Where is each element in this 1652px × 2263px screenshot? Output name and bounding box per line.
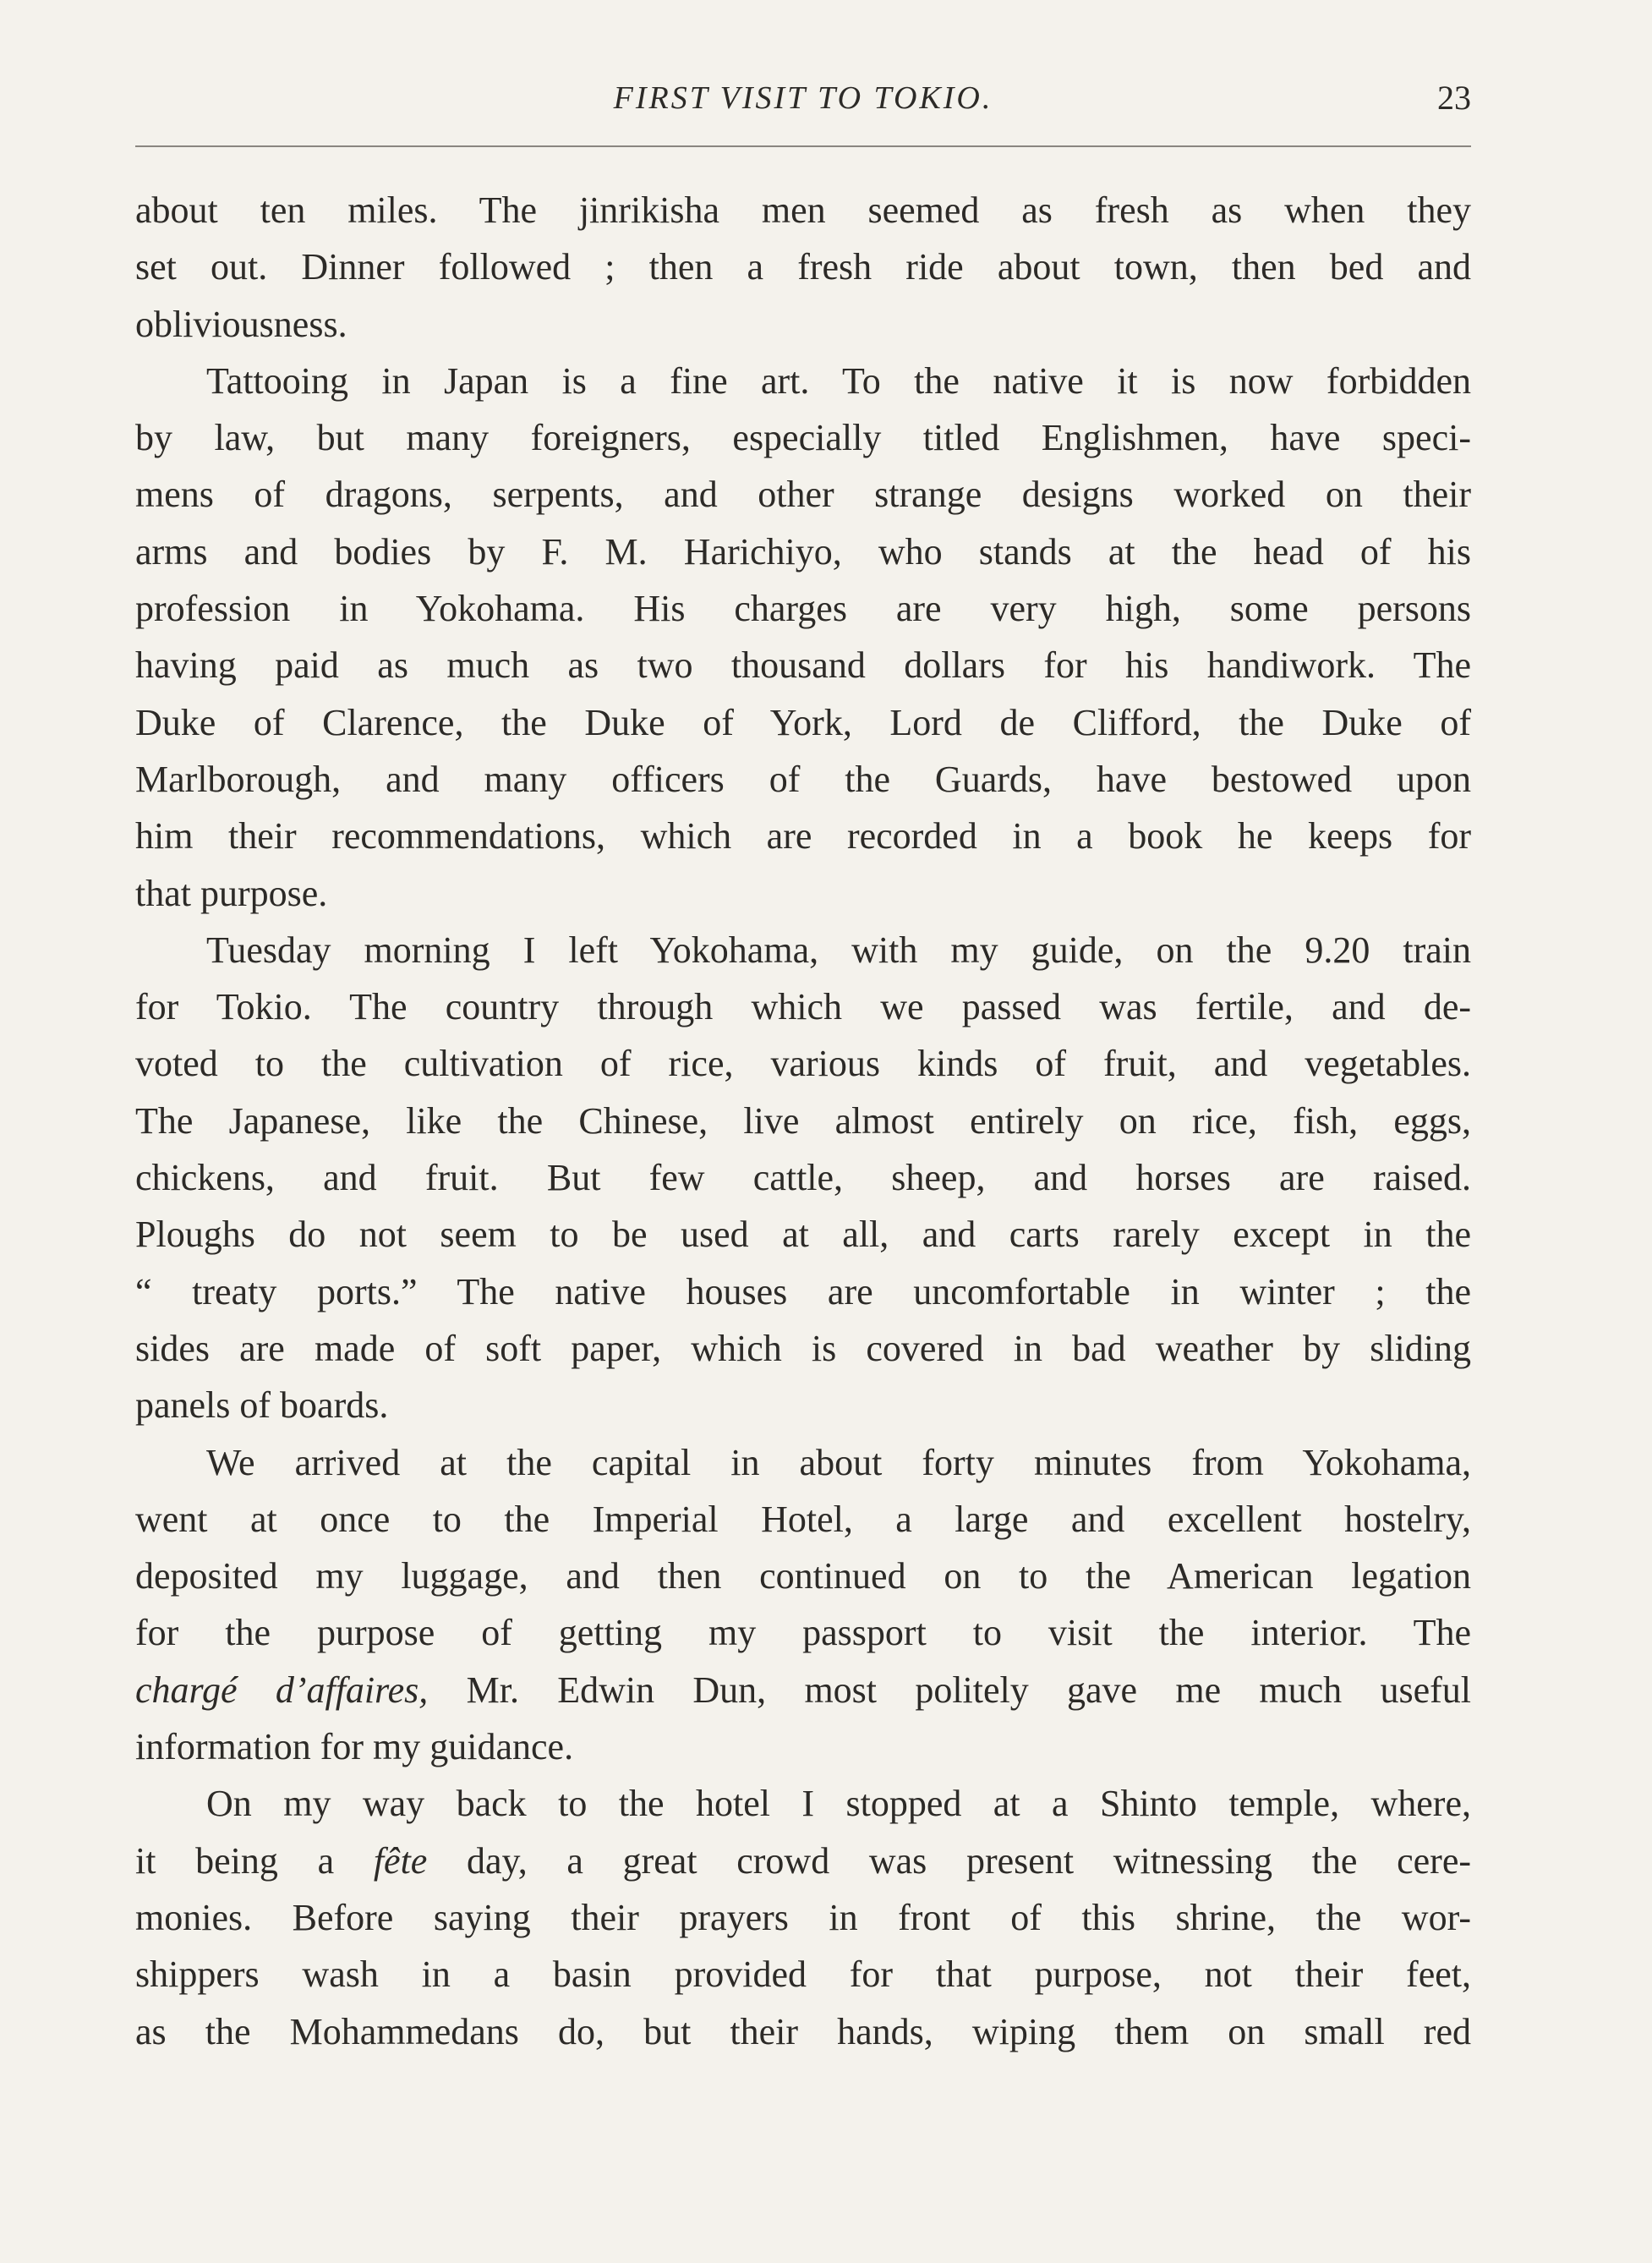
running-head — [135, 74, 1471, 122]
paragraph-first-line: Tuesday morning I left Yokohama, with my guide, on the 9.20 train — [206, 929, 1471, 971]
text-line: him their recommendations, which are recorded in a book he keeps for — [135, 815, 1471, 858]
text-line: panels of boards. — [135, 1384, 389, 1427]
text-line: having paid as much as two thousand dollars for his handiwork. The — [135, 644, 1471, 687]
text-line: chickens, and fruit. But few cattle, sheep, and horses are raised. — [135, 1157, 1471, 1199]
text-line: monies. Before saying their prayers in front of this shrine, the wor- — [135, 1896, 1471, 1938]
text-line: as the Mohammedans do, but their hands, wiping them on small red — [135, 2010, 1471, 2052]
body-text — [135, 182, 1471, 2060]
paragraph-first-line: On my way back to the hotel I stopped at a Shinto temple, where, — [206, 1783, 1471, 1825]
text-line: Duke of Clarence, the Duke of York, Lord de Clifford, the Duke of — [135, 701, 1471, 743]
text-line: voted to the cultivation of rice, various kinds of fruit, and vegetables. — [135, 1043, 1471, 1085]
text-line: set out. Dinner followed ; then a fresh ride about town, then bed and — [135, 246, 1471, 288]
text-line: profession in Yokohama. His charges are very high, some persons — [135, 588, 1471, 630]
text-line: went at once to the Imperial Hotel, a large and excellent hostelry, — [135, 1498, 1471, 1540]
text-line: Ploughs do not seem to be used at all, and carts rarely except in the — [135, 1214, 1471, 1256]
text-line: that purpose. — [135, 872, 328, 914]
text-line: for Tokio. The country through which we passed was fertile, and de- — [135, 986, 1471, 1028]
text-line: mens of dragons, serpents, and other strange designs worked on their — [135, 474, 1471, 516]
paragraph-first-line: Tattooing in Japan is a fine art. To the native it is now forbidden — [206, 359, 1471, 402]
text-line: deposited my luggage, and then continued on to the American legation — [135, 1555, 1471, 1597]
text-line: about ten miles. The jinrikisha men seemed as fresh as when they — [135, 189, 1471, 231]
text-line: arms and bodies by F. M. Harichiyo, who stands at the head of his — [135, 530, 1471, 573]
italic-phrase: chargé d’affaires, — [135, 1668, 429, 1711]
italic-phrase: fête — [373, 1839, 428, 1882]
running-title: FIRST VISIT TO TOKIO. — [613, 80, 993, 116]
header-rule — [135, 145, 1471, 147]
text-line: information for my guidance. — [135, 1726, 574, 1768]
text-line: Marlborough, and many officers of the Guards, have bestowed upon — [135, 758, 1471, 800]
text-line: sides are made of soft paper, which is covered in bad weather by sliding — [135, 1327, 1471, 1369]
text-line: The Japanese, like the Chinese, live almost entirely on rice, fish, eggs, — [135, 1099, 1471, 1142]
text-line: shippers wash in a basin provided for that purpose, not their feet, — [135, 1953, 1471, 1996]
text-line: chargé d’affaires, Mr. Edwin Dun, most politely gave me much useful — [135, 1668, 1471, 1711]
text-line: “ treaty ports.” The native houses are uncomfortable in winter ; the — [135, 1270, 1471, 1312]
text-line: for the purpose of getting my passport to visit the interior. The — [135, 1612, 1471, 1654]
paragraph-first-line: We arrived at the capital in about forty minutes from Yokohama, — [206, 1441, 1471, 1483]
text-line: it being a fête day, a great crowd was present witnessing the cere- — [135, 1839, 1472, 1882]
page-number: 23 — [1437, 79, 1471, 117]
text-line: obliviousness. — [135, 303, 347, 345]
text-line: by law, but many foreigners, especially titled Englishmen, have speci- — [135, 417, 1471, 459]
